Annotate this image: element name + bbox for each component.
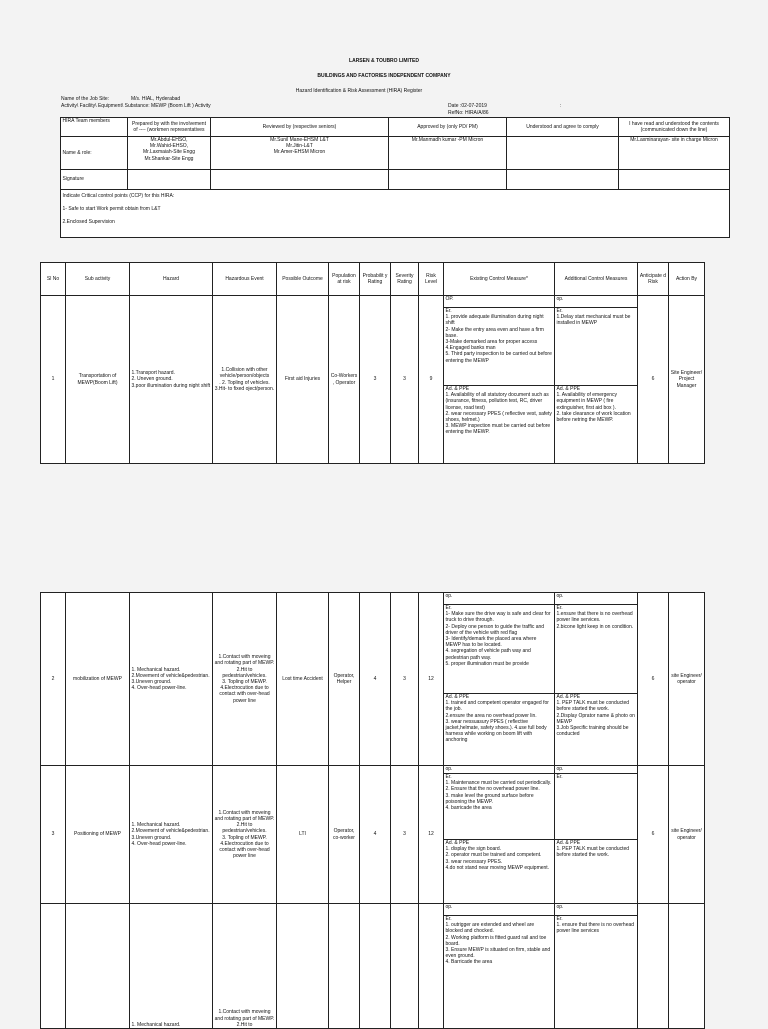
risk-level: 12 xyxy=(419,766,444,904)
hazardous-event: 1.Collision with other vehicle/person/objects . 2. Topling of vehicles. 3.Hit- to fixed oject/person. xyxy=(213,296,277,464)
probability-rating: 4 xyxy=(360,593,391,766)
additional-op: op. xyxy=(556,766,564,772)
risk-table-page-1 xyxy=(40,262,705,464)
understood-header: Understood and agree to comply xyxy=(507,118,619,137)
sl-no: 2 xyxy=(41,593,66,766)
additional-op: op. xyxy=(556,904,564,910)
probability-rating: 4 xyxy=(360,766,391,904)
action-by: Site Engineer/ Project Manager xyxy=(669,296,705,464)
additional-op: op. xyxy=(556,296,564,302)
sub-activity: Positioning of MEWP xyxy=(66,766,130,904)
anticipated-risk: 6 xyxy=(638,766,669,904)
reviewed-by-names: Mr.Sunil Mane-EHSM L&T Mr.Jitin-L&T Mr.Amer-EHSM Micron xyxy=(211,137,389,170)
col-header-existing-control: Existing Control Measure* xyxy=(444,263,555,296)
col-header-action-by: Action By xyxy=(669,263,705,296)
population-at-risk xyxy=(329,904,360,1029)
anticipated-risk: 6 xyxy=(638,593,669,766)
additional-control xyxy=(555,593,638,766)
col-header-sub-activity: Sub activity xyxy=(66,263,130,296)
table-row xyxy=(41,766,705,904)
col-header-outcome: Possible Outcome xyxy=(277,263,329,296)
signature-cell xyxy=(128,170,211,190)
ref-number: RefNo: HIRA/A/86 xyxy=(448,110,489,116)
ccp-item: 1- Safe to start Work permit obtain from L&T xyxy=(62,206,161,213)
table-row xyxy=(41,296,705,464)
col-header-severity: Severity Rating xyxy=(391,263,419,296)
additional-op: op. xyxy=(556,593,564,599)
col-header-anticipated-risk: Anticipate d Risk xyxy=(638,263,669,296)
probability-rating: 3 xyxy=(360,296,391,464)
understood-names xyxy=(507,137,619,170)
additional-control xyxy=(555,296,638,464)
hira-team-table xyxy=(60,117,730,238)
severity-rating: 3 xyxy=(391,296,419,464)
additional-er: Er. 1.Delay start mechanical must be installed in MEWP xyxy=(555,307,637,385)
risk-level: 12 xyxy=(419,593,444,766)
ccp-heading: Indicate Critical control points (CCP) for this HIRA: xyxy=(62,193,175,199)
existing-er: Er. 1- Make sure the drive way is safe and clear for truck to drive through. 2- Deploy one person to guide the traffic and driver of the vehicle with red flag 3- Identify/demark the placed area where MEWP has to be located. 4. segregation of vehicle path way and pedestrian path way. 5. proper illumination must be provide xyxy=(444,604,554,693)
additional-ppe: Ad. & PPE 1. Availability of emergency equipment in MEWP ( fire extinguisher, first aid box ). 2. take clearance of work location before netring the MEWP. xyxy=(555,385,637,423)
additional-ppe: Ad. & PPE 1. PEP TALK must be conducted before started the work. 2.Display Oprator name & photo on MEWP 3.Job Specific training should be conducted xyxy=(555,693,637,737)
possible-outcome: Lost time Accident xyxy=(277,593,329,766)
existing-control xyxy=(444,904,555,1029)
col-header-hazardous-event: Hazardous Event xyxy=(213,263,277,296)
register-title: Hazard Identification & Risk Assessment (HIRA) Register xyxy=(295,88,423,94)
hazardous-event: 1.Contact with moveing and rotating part of MEWP. 2.Hit to xyxy=(213,904,277,1029)
signature-label: Signature xyxy=(61,170,128,190)
hazard: 1. Mechanical hazard. 2.Movement of vehicle&pedestrian. 3.Uneven ground. 4. Over-head power-line. xyxy=(130,593,213,766)
severity-rating xyxy=(391,904,419,1029)
existing-op: op. xyxy=(445,593,453,599)
job-site-value: M/s. HIAL, Hyderabad xyxy=(131,96,181,102)
col-header-additional-control: Additional Control Measures xyxy=(555,263,638,296)
existing-ppe: Ad. & PPE 1. display the sign board. 2. operator must be trained and competent. 3. wear necessary PPES. 4.do not stand near moving MEWP equipment. xyxy=(444,839,554,871)
existing-control xyxy=(444,593,555,766)
additional-control xyxy=(555,766,638,904)
existing-op: OP. xyxy=(445,296,454,302)
additional-er: Er. 1. ensure that there is no overhead power line services xyxy=(555,915,637,935)
population-at-risk: Operator, co-worker xyxy=(329,766,360,904)
risk-level xyxy=(419,904,444,1029)
action-by: site Engineer/ operator xyxy=(669,766,705,904)
possible-outcome xyxy=(277,904,329,1029)
population-at-risk: Operator, Helper xyxy=(329,593,360,766)
table-row xyxy=(41,904,705,1029)
existing-op: op. xyxy=(445,766,453,772)
action-by: site Engineer/ operator xyxy=(669,593,705,766)
division-name: BUILDINGS AND FACTORIES INDEPENDENT COMPANY xyxy=(317,73,451,79)
signature-cell xyxy=(211,170,389,190)
date: Date :02-07-2019 xyxy=(448,103,487,109)
severity-rating: 3 xyxy=(391,593,419,766)
anticipated-risk: 6 xyxy=(638,296,669,464)
sl-no: 1 xyxy=(41,296,66,464)
sl-no: 3 xyxy=(41,766,66,904)
table-row xyxy=(41,593,705,766)
possible-outcome: First aid Injuries xyxy=(277,296,329,464)
sl-no xyxy=(41,904,66,1029)
population-at-risk: Co-Workers , Operator xyxy=(329,296,360,464)
risk-level: 9 xyxy=(419,296,444,464)
read-understood-names: Mr.Laxminarayan- site in charge Micron xyxy=(619,137,730,170)
col-header-population: Population at risk xyxy=(329,263,360,296)
additional-control xyxy=(555,904,638,1029)
read-understood-header: I have read and understood the contents (communicated down the line) xyxy=(619,118,730,137)
existing-control xyxy=(444,766,555,904)
hazard: 1. Mechanical hazard. 2.Movement of vehicle&pedestrian. 3.Uneven ground. 4. Over-head power-line. xyxy=(130,766,213,904)
hazard: 1.Transport hazard. 2. Uneven ground. 3.poor illumination during night shift xyxy=(130,296,213,464)
signature-cell xyxy=(619,170,730,190)
ccp-item: 2.Enclosed Supervision xyxy=(62,219,115,226)
job-site-label: Name of the Job Site: xyxy=(61,96,110,102)
prepared-by-names: Mr.Abdul-EHSO, Mr.Wahid-EHSO, Mr.Laxmaiah-Site Engg Mr.Shankar-Site Engg xyxy=(128,137,211,170)
name-role-label: Name & role: xyxy=(61,137,128,170)
additional-er: Er. 1.ensure that there is no overhead power line services. 2.bicone light keep in on condition. xyxy=(555,604,637,693)
existing-er: Er. 1. Maintenance must be carried out periodically. 2. Ensure that the no overhead power line. 3. make level the ground surface before poisoning the MEWP. 4. barricade the area xyxy=(444,773,554,839)
col-header-hazard: Hazard xyxy=(130,263,213,296)
possible-outcome: LTI xyxy=(277,766,329,904)
sub-activity: Transportation of MEWP(Boom Lift) xyxy=(66,296,130,464)
existing-ppe: Ad. & PPE 1. trained and competent operator engaged for the job. 2.ensure the area no overhead power lin. 3. wear nessuasury PPES ( reflective jacket,helmate, safety shoes.). 4.use full body harness while working on boom lift with anchoring xyxy=(444,693,554,744)
signature-cell xyxy=(507,170,619,190)
col-header-sl: Sl No xyxy=(41,263,66,296)
action-by xyxy=(669,904,705,1029)
additional-ppe: Ad. & PPE 1. PEP TALK must be conducted before started the work. xyxy=(555,839,637,859)
sub-activity: mobilization of MEWP xyxy=(66,593,130,766)
existing-ppe: Ad. & PPE 1. Availability of all statutory document such as (insurance, fitness, pollution test, RC, driver license, road test) 2. wear necessary PPES ( reflective vest, safety shoes, helmet.) 3. MEWP inspection must be carried out before entering the MEWP. xyxy=(444,385,554,436)
approved-by-header: Approved by (only PD/ PM) xyxy=(389,118,507,137)
col-header-probability: Probabilit y Rating xyxy=(360,263,391,296)
reviewed-by-header: Reviewed by (respective seniors) xyxy=(211,118,389,137)
date-colon: : xyxy=(560,103,562,109)
existing-control xyxy=(444,296,555,464)
sub-activity xyxy=(66,904,130,1029)
team-members-header: HIRA Team members xyxy=(61,118,128,137)
hazardous-event: 1.Contact with moveing and rotating part of MEWP. 2.Hit to pedestrian/vehicles. 3. Topling of MEWP. 4.Electrocution due to contact with over-head power line xyxy=(213,766,277,904)
hazard: 1. Mechanical hazard. xyxy=(130,904,213,1029)
existing-er: Er. 1. outrigger are extended and wheel are blocked and chocked. 2. Working platform is fitted guard rail and toe board. 3. Ensure MEWP is situated on firm, stable and even ground. 4. Barricade the area xyxy=(444,915,554,966)
ccp-block xyxy=(61,190,730,238)
col-header-risk-level: Risk Level xyxy=(419,263,444,296)
approved-by-names: Mr.Manmadh kumar -PM Micron xyxy=(389,137,507,170)
severity-rating: 3 xyxy=(391,766,419,904)
additional-er: Er. xyxy=(555,773,637,839)
signature-cell xyxy=(389,170,507,190)
activity-line: Activity\ Facility\ Equipment\ Substance: MEWP (Boom Lift ) Activity xyxy=(61,103,211,109)
company-name: LARSEN & TOUBRO LIMITED xyxy=(349,58,419,64)
prepared-by-header: Prepared by with the involvement of ---- (workmen representatives xyxy=(128,118,211,137)
risk-table-page-2 xyxy=(40,592,705,1029)
existing-er: Er. 1. provide adequate illumination during night shift 2- Make the entry area even and have a firm base. 3-Make demarked area for proper access 4.Engaged banks man 5. Third party inspection to be carried out before entering the MEWP xyxy=(444,307,554,385)
hazardous-event: 1.Contact with moveing and rotating part of MEWP. 2.Hit to pedestrian/vehicles. 3. Topling of MEWP. 4.Electrocution due to contact with over-head power line xyxy=(213,593,277,766)
anticipated-risk xyxy=(638,904,669,1029)
probability-rating xyxy=(360,904,391,1029)
existing-op: op. xyxy=(445,904,453,910)
